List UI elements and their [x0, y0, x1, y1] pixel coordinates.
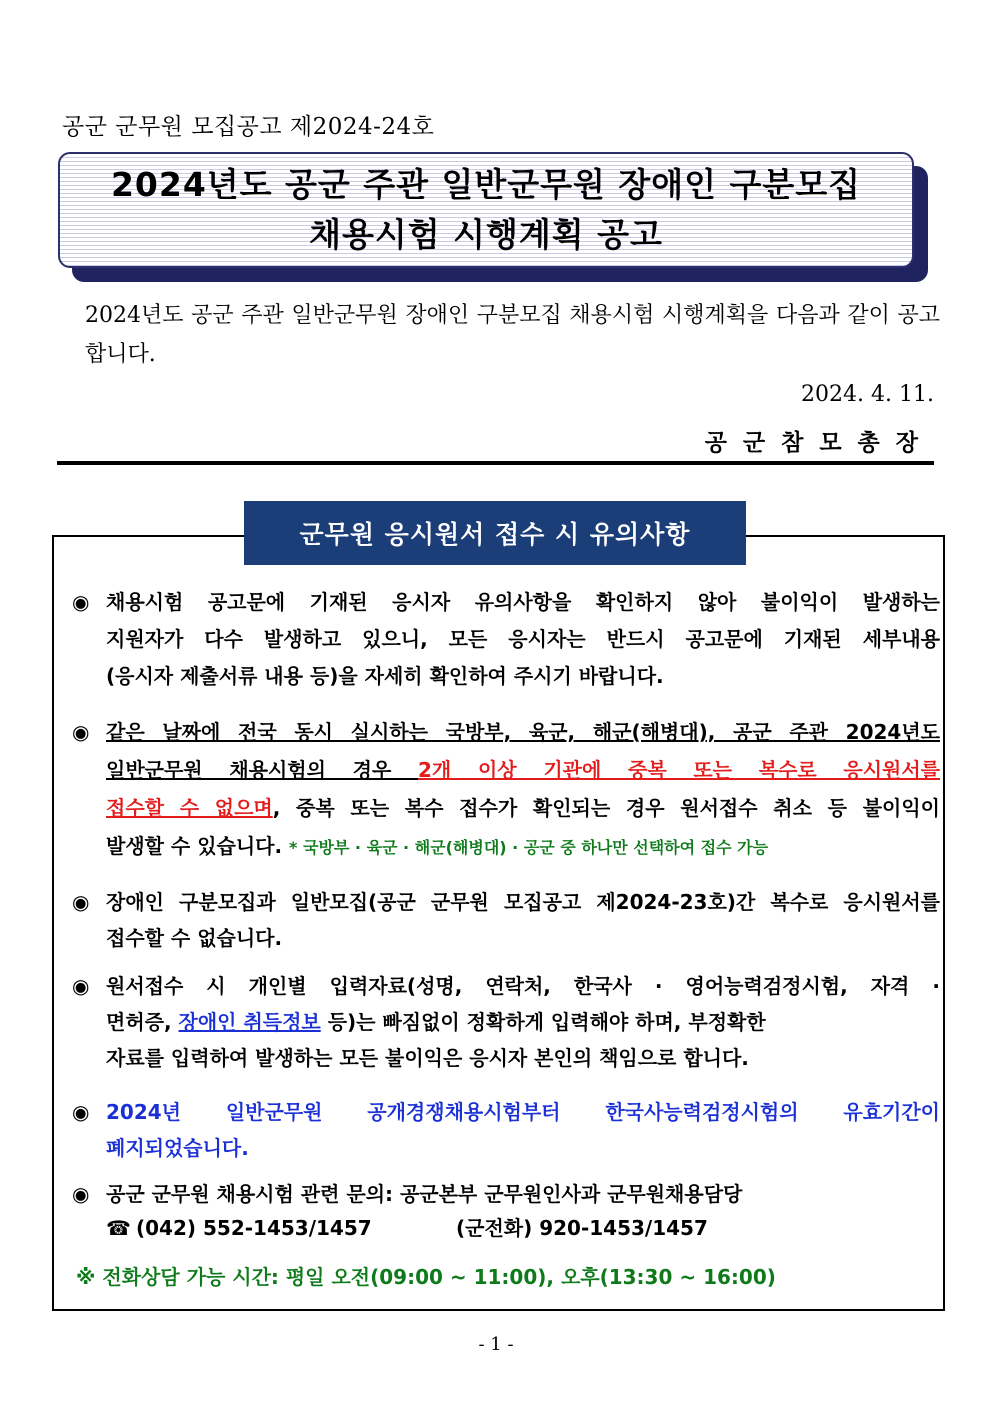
title-line-1: 2024년도 공군 주관 일반군무원 장애인 구분모집 [110, 165, 862, 204]
item-text-emphasis: 2개 이상 기관에 중복 또는 복수로 응시원서를 [418, 758, 940, 782]
item-text: 2024년 일반군무원 공개경쟁채용시험부터 한국사능력검정시험의 유효기간이 [106, 1100, 940, 1124]
item-text [106, 826, 768, 868]
intro-text: 2024년도 공군 주관 일반군무원 장애인 구분모집 채용시험 시행계획을 다음과 같이 공고합니다. [85, 303, 940, 367]
page-number: - 1 - [478, 1334, 514, 1355]
bullet-icon: ◉ [72, 1100, 90, 1124]
phone-number: (042) 552-1453/1457 [136, 1216, 372, 1240]
item-text: 지원자가 다수 발생하고 있으니, 모든 응시자는 반드시 공고문에 기재된 세부내용 [106, 627, 940, 651]
item-text [106, 1002, 766, 1042]
bullet-icon: ◉ [72, 890, 90, 914]
item-text: 원서접수 시 개인별 입력자료(성명, 연락처, 한국사 · 영어능력검정시험, 자격 · [106, 974, 940, 998]
phone-icon: ☎ [106, 1216, 131, 1240]
item-text: 접수할 수 없습니다. [106, 926, 283, 950]
bullet-icon: ◉ [72, 974, 90, 998]
item-text-emphasis: 장애인 취득정보 [178, 1010, 321, 1034]
note-text: ※ 전화상담 가능 시간: 평일 오전(09:00 ~ 11:00), 오후(13:30 ~ 16:00) [76, 1265, 776, 1289]
item-text [106, 788, 940, 828]
item-text-part: 등)는 빠짐없이 정확하게 입력해야 하며, 부정확한 [320, 1010, 766, 1034]
bullet-icon: ◉ [72, 590, 90, 614]
item-text-part: , 중복 또는 복수 접수가 확인되는 경우 원서접수 취소 등 불이익이 [272, 796, 940, 820]
signer: 공군참모총장 [704, 429, 934, 456]
military-phone-number: (군전화) 920-1453/1457 [456, 1216, 708, 1240]
title-line-2: 채용시험 시행계획 공고 [309, 215, 663, 254]
item-text-part: 일반군무원 채용시험의 경우 [106, 758, 418, 782]
notice-number: 공군 군무원 모집공고 제2024-24호 [62, 114, 435, 140]
notice-box-title: 군무원 응시원서 접수 시 유의사항 [244, 501, 746, 565]
item-text-part: 면허증, [106, 1010, 179, 1034]
divider [57, 461, 934, 465]
bullet-icon: ◉ [72, 720, 90, 744]
notice-date: 2024. 4. 11. [801, 382, 934, 407]
item-text-emphasis: 접수할 수 없으며 [106, 796, 273, 820]
item-text: 공군 군무원 채용시험 관련 문의: 공군본부 군무원인사과 군무원채용담당 [106, 1182, 743, 1206]
title-banner [58, 152, 914, 268]
item-footnote: * 국방부 · 육군 · 해군(해병대) · 공군 중 하나만 선택하여 접수 가능 [289, 838, 769, 857]
item-text: 같은 날짜에 전국 동시 실시하는 국방부, 육군, 해군(해병대), 공군 주관 2024년도 [106, 720, 940, 744]
item-text: 자료를 입력하여 발생하는 모든 불이익은 응시자 본인의 책임으로 합니다. [106, 1046, 749, 1070]
bullet-icon: ◉ [72, 1182, 90, 1206]
item-text: 장애인 구분모집과 일반모집(공군 군무원 모집공고 제2024-23호)간 복수로 응시원서를 [106, 890, 940, 914]
item-text [106, 750, 940, 790]
item-text: 채용시험 공고문에 기재된 응시자 유의사항을 확인하지 않아 불이익이 발생하는 [106, 590, 940, 614]
item-text-part: 발생할 수 있습니다. [106, 834, 290, 858]
item-text: 폐지되었습니다. [106, 1136, 249, 1160]
item-text: (응시자 제출서류 내용 등)을 자세히 확인하여 주시기 바랍니다. [106, 664, 664, 688]
